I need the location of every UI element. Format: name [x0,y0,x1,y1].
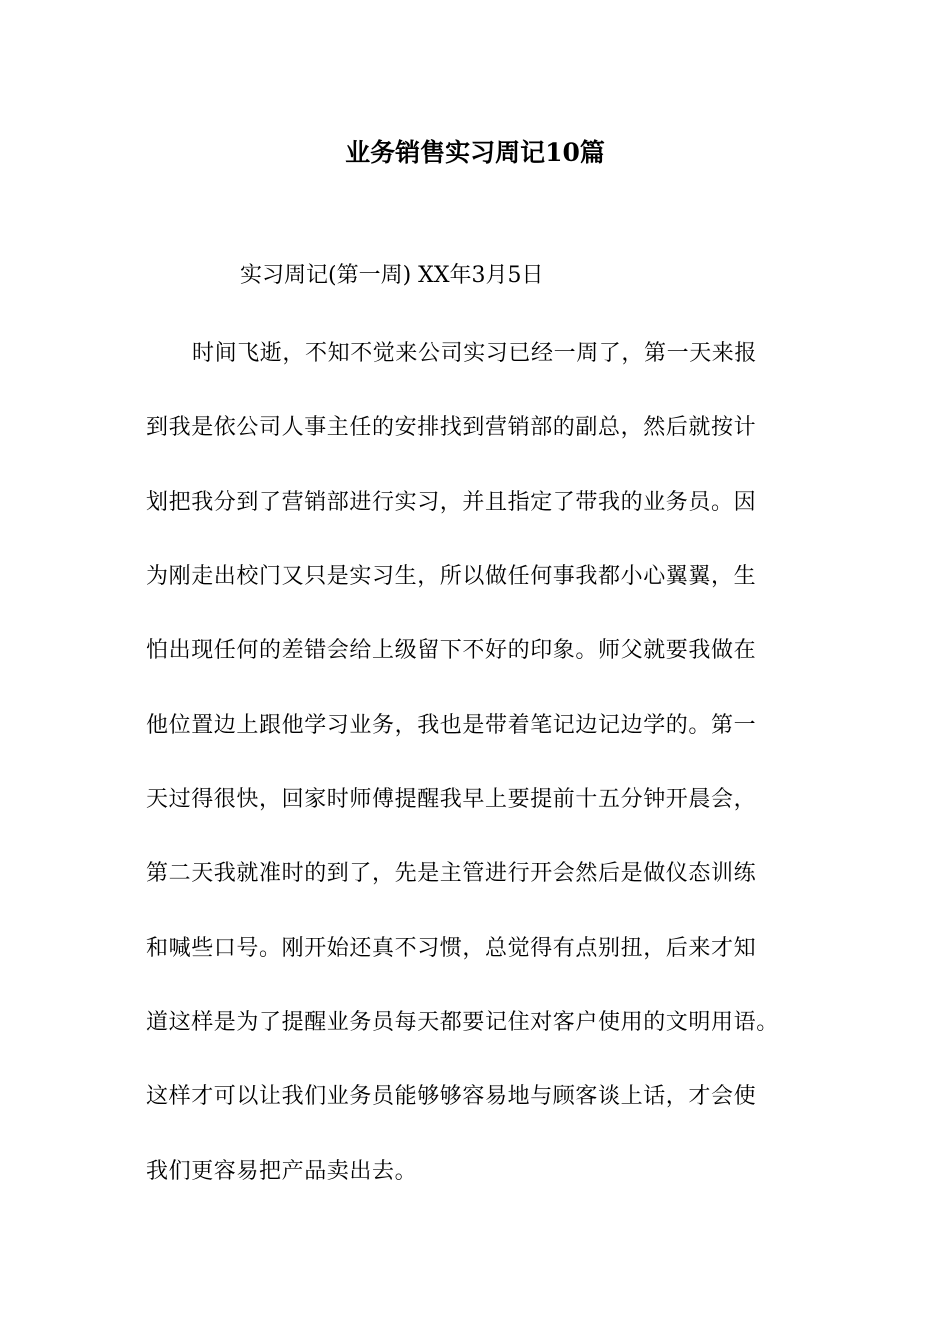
body-line: 时间飞逝，不知不觉来公司实习已经一周了，第一天来报 [192,341,758,366]
body-line: 道这样是为了提醒业务员每天都要记住对客户使用的文明用语。 [146,1010,779,1035]
body-line: 怕出现任何的差错会给上级留下不好的印象。师父就要我做在 [146,638,757,663]
body-line: 为刚走出校门又只是实习生，所以做任何事我都小心翼翼，生 [146,564,757,589]
body-line: 他位置边上跟他学习业务，我也是带着笔记边记边学的。第一 [146,713,757,738]
body-line: 到我是依公司人事主任的安排找到营销部的副总，然后就按计 [146,415,757,440]
body-line: 第二天我就准时的到了，先是主管进行开会然后是做仪态训练 [146,861,757,886]
body-line: 划把我分到了营销部进行实习，并且指定了带我的业务员。因 [146,490,757,515]
body-line: 这样才可以让我们业务员能够够容易地与顾客谈上话，才会使 [146,1084,757,1109]
journal-subheading: 实习周记(第一周) XX年3月5日 [240,263,544,288]
body-line: 天过得很快，回家时师傅提醒我早上要提前十五分钟开晨会， [146,787,757,812]
body-line: 我们更容易把产品卖出去。 [146,1159,418,1184]
document-title: 业务销售实习周记10篇 [345,138,605,167]
body-line: 和喊些口号。刚开始还真不习惯，总觉得有点别扭，后来才知 [146,936,757,961]
